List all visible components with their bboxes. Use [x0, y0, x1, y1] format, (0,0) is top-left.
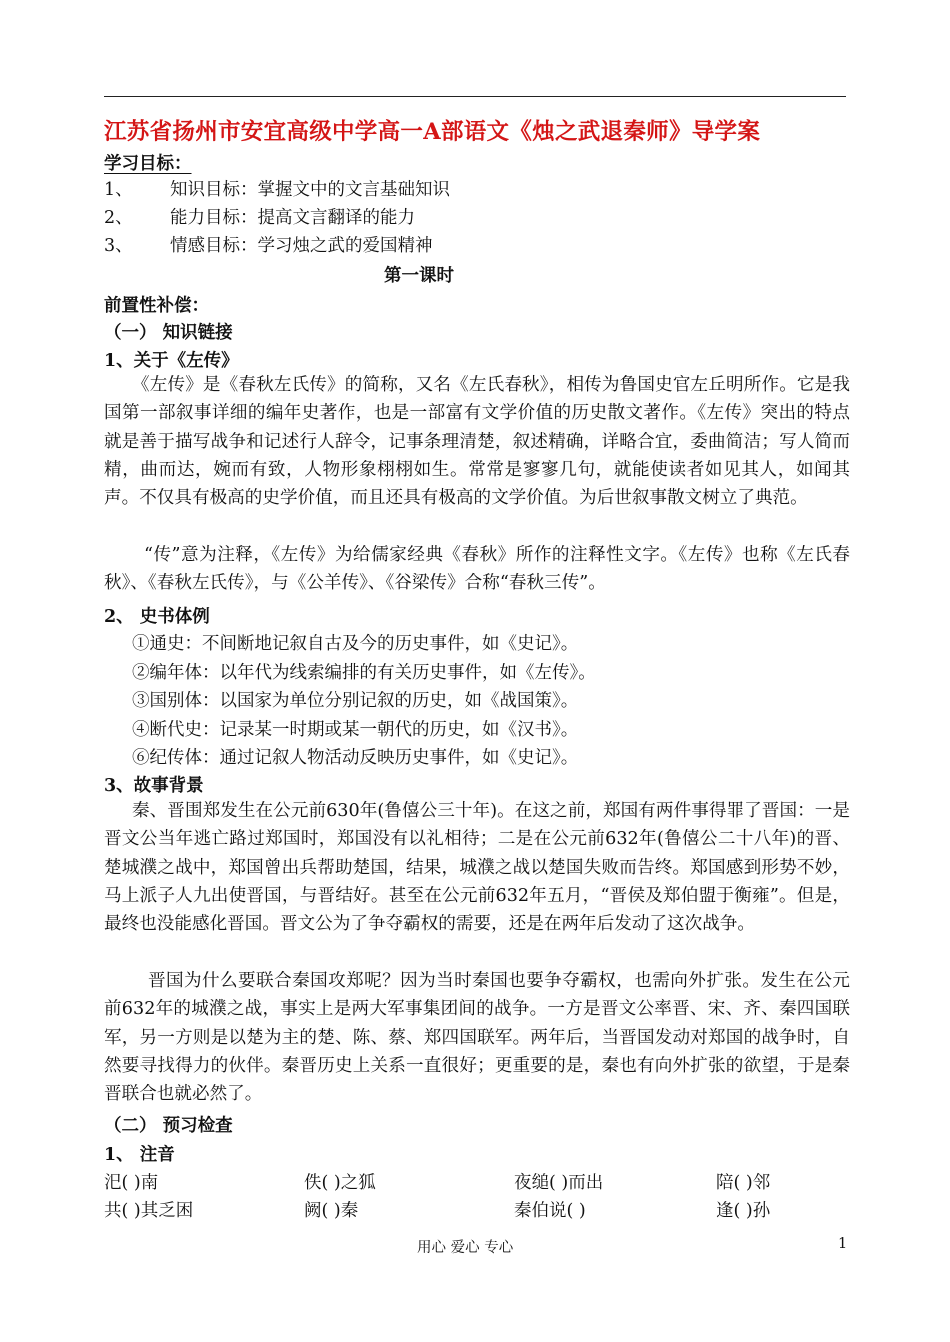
- pinyin-item: 秦伯说( ): [514, 1201, 586, 1221]
- header-rule: [104, 96, 846, 97]
- pinyin-item: 佚( )之狐: [304, 1173, 376, 1193]
- page-title: 江苏省扬州市安宜高级中学高一A部语文《烛之武退秦师》导学案: [104, 119, 761, 145]
- pinyin-heading: 1、 注音: [104, 1145, 175, 1165]
- objective-2-num: 2、: [104, 208, 133, 228]
- pre-heading: 前置性补偿：: [104, 296, 209, 316]
- history-item-5: ⑥纪传体：通过记叙人物活动反映历史事件，如《史记》。: [132, 748, 579, 768]
- zuozhuan-para-1: 《左传》是《春秋左氏传》的简称，又名《左氏春秋》，相传为鲁国史官左丘明所作。它是我国第一部叙事详细的编年史著作，也是一部富有文学价值的历史散文著作。《左传》突出的特点就是善于描写战争和记述行人辞令，记事条理清楚，叙述精确，详略合宜，委曲简洁；写人简而精，曲而达，婉而有致，人物形象栩栩如生。常常是寥寥几句，就能使读者如见其人，如闻其声。不仅具有极高的史学价值，而且还具有极高的文学价值。为后世叙事散文树立了典范。: [104, 375, 850, 509]
- footer-slogan: 用心 爱心 专心: [417, 1240, 514, 1256]
- history-item-3: ③国别体：以国家为单位分别记叙的历史，如《战国策》。: [132, 691, 579, 711]
- objective-3-text: 情感目标：学习烛之武的爱国精神: [170, 236, 433, 256]
- pinyin-item: 共( )其乏困: [104, 1201, 194, 1221]
- objective-1-text: 知识目标：掌握文中的文言基础知识: [170, 180, 450, 200]
- objectives-heading: 学习目标：: [104, 154, 192, 174]
- zuozhuan-heading: 1、关于《左传》: [104, 351, 239, 371]
- objective-2-text: 能力目标：提高文言翻译的能力: [170, 208, 415, 228]
- zuozhuan-para-2: “传”意为注释，《左传》为给儒家经典《春秋》所作的注释性文字。《左传》也称《左氏春秋》、《春秋左氏传》，与《公羊传》、《谷梁传》合称“春秋三传”。: [104, 545, 850, 594]
- section2-heading: （二） 预习检查: [104, 1116, 233, 1136]
- history-item-4: ④断代史：记录某一时期或某一朝代的历史，如《汉书》。: [132, 720, 579, 740]
- history-heading: 2、 史书体例: [104, 607, 210, 627]
- background-para-1: 秦、晋围郑发生在公元前630年(鲁僖公三十年)。在这之前，郑国有两件事得罪了晋国：一是晋文公当年逃亡路过郑国时，郑国没有以礼相待；二是在公元前632年(鲁僖公二十八年)的晋、楚城濮之战中，郑国曾出兵帮助楚国，结果，城濮之战以楚国失败而告终。郑国感到形势不妙，马上派子人九出使晋国，与晋结好。甚至在公元前632年五月，“晋侯及郑伯盟于衡雍”。但是，最终也没能感化晋国。晋文公为了争夺霸权的需要，还是在两年后发动了这次战争。: [104, 801, 850, 935]
- pinyin-item: 夜缒( )而出: [514, 1173, 604, 1193]
- background-heading: 3、故事背景: [104, 776, 204, 796]
- lesson-heading: 第一课时: [384, 266, 454, 286]
- pinyin-item: 陪( )邻: [716, 1173, 771, 1193]
- background-para-2: 晋国为什么要联合秦国攻郑呢？因为当时秦国也要争夺霸权，也需向外扩张。发生在公元前632年的城濮之战，事实上是两大军事集团间的战争。一方是晋文公率晋、宋、齐、秦四国联军，另一方则是以楚为主的楚、陈、蔡、郑四国联军。两年后，当晋国发动对郑国的战争时，自然要寻找得力的伙伴。秦晋历史上关系一直很好；更重要的是，秦也有向外扩张的欲望，于是秦晋联合也就必然了。: [104, 971, 850, 1105]
- page-number: 1: [838, 1236, 848, 1252]
- section1-heading: （一） 知识链接: [104, 323, 233, 343]
- history-item-2: ②编年体：以年代为线索编排的有关历史事件，如《左传》。: [132, 663, 596, 683]
- history-item-1: ①通史：不间断地记叙自古及今的历史事件，如《史记》。: [132, 634, 579, 654]
- pinyin-item: 逢( )孙: [716, 1201, 771, 1221]
- objective-3-num: 3、: [104, 236, 133, 256]
- pinyin-item: 汜( )南: [104, 1173, 159, 1193]
- pinyin-item: 阙( )秦: [304, 1201, 359, 1221]
- objective-1-num: 1、: [104, 180, 133, 200]
